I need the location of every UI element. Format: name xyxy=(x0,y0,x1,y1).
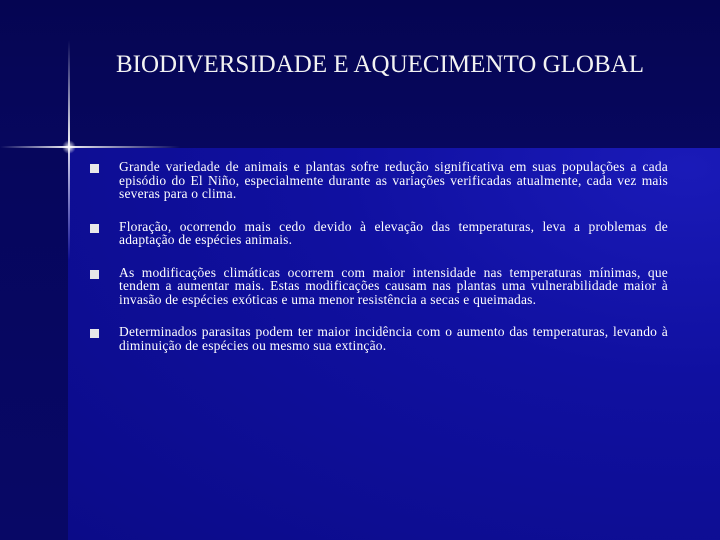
bullet-list xyxy=(88,160,668,371)
list-item xyxy=(88,325,668,352)
square-bullet-icon xyxy=(90,224,99,233)
list-item xyxy=(88,220,668,247)
square-bullet-icon xyxy=(90,329,99,338)
bullet-text: Grande variedade de animais e plantas sofre redução significativa em suas populações a cada episódio do El Niño, especialmente durante as variações verificadas atualmente, cada vez mais severas para o clima. xyxy=(119,159,668,201)
sparkle-core xyxy=(62,140,76,154)
square-bullet-icon xyxy=(90,270,99,279)
bullet-text: As modificações climáticas ocorrem com maior intensidade nas temperaturas mínimas, que tendem a aumentar mais. Estas modificações causam nas plantas uma vulnerabilidade maior à invasão de espécies exóticas e uma menor resistência a secas e queimadas. xyxy=(119,264,668,307)
left-band xyxy=(0,148,68,540)
sparkle-horizontal-ray xyxy=(0,146,180,148)
square-bullet-icon xyxy=(90,164,99,173)
list-item xyxy=(88,266,668,307)
list-item xyxy=(88,160,668,201)
bullet-text: Determinados parasitas podem ter maior incidência com o aumento das temperaturas, levando à diminuição de espécies ou mesmo sua extinção. xyxy=(119,324,668,353)
bullet-text: Floração, ocorrendo mais cedo devido à elevação das temperaturas, leva a problemas de adaptação de espécies animais. xyxy=(119,218,668,247)
slide-title: BIODIVERSIDADE E AQUECIMENTO GLOBAL xyxy=(116,51,644,78)
